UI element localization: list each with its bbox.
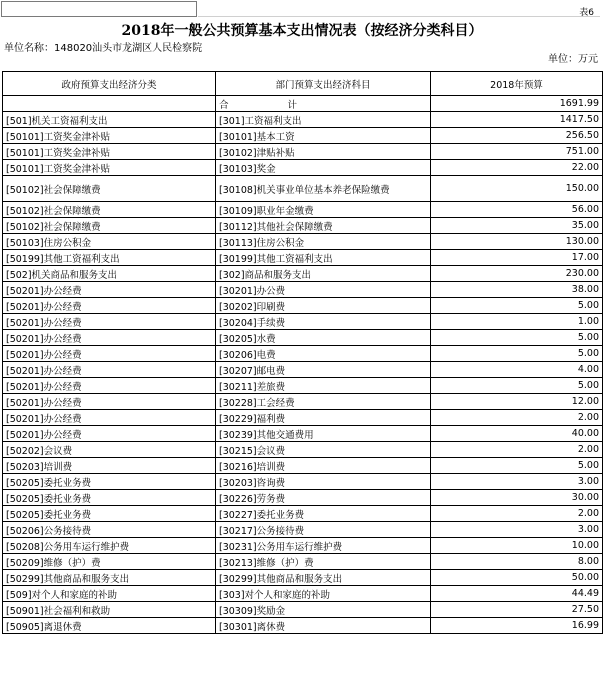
header-gov-category: 政府预算支出经济分类 [3, 72, 216, 96]
budget-amount-cell[interactable]: 4.00 [431, 362, 603, 378]
budget-amount-cell[interactable]: 3.00 [431, 522, 603, 538]
budget-amount-cell[interactable]: 5.00 [431, 330, 603, 346]
dept-subject-cell[interactable]: [30299]其他商品和服务支出 [216, 570, 431, 586]
budget-amount-cell[interactable]: 5.00 [431, 458, 603, 474]
dept-subject-cell[interactable]: [30204]手续费 [216, 314, 431, 330]
gov-category-cell[interactable]: [50205]委托业务费 [3, 506, 216, 522]
dept-subject-cell[interactable]: [30301]离休费 [216, 618, 431, 634]
table-row [3, 330, 603, 346]
dept-subject-cell[interactable]: [30206]电费 [216, 346, 431, 362]
budget-amount-cell[interactable]: 230.00 [431, 266, 603, 282]
table-row [3, 554, 603, 570]
dept-subject-cell[interactable]: [30103]奖金 [216, 160, 431, 176]
gov-category-cell[interactable]: [509]对个人和家庭的补助 [3, 586, 216, 602]
dept-subject-cell[interactable]: [30207]邮电费 [216, 362, 431, 378]
dept-subject-cell[interactable]: [30309]奖励金 [216, 602, 431, 618]
dept-subject-cell[interactable]: [30108]机关事业单位基本养老保险缴费 [216, 176, 431, 202]
table-row [3, 586, 603, 602]
budget-amount-cell[interactable]: 5.00 [431, 378, 603, 394]
table-row [3, 602, 603, 618]
budget-amount-cell[interactable]: 30.00 [431, 490, 603, 506]
budget-table [2, 71, 603, 634]
gov-category-cell[interactable]: [50201]办公经费 [3, 314, 216, 330]
dept-subject-cell[interactable]: [30215]会议费 [216, 442, 431, 458]
gov-category-cell[interactable]: [50201]办公经费 [3, 330, 216, 346]
sheet-tag: 表6 [579, 8, 594, 18]
table-row [3, 202, 603, 218]
budget-amount-cell[interactable]: 130.00 [431, 234, 603, 250]
dept-subject-cell[interactable]: [30239]其他交通费用 [216, 426, 431, 442]
table-row [3, 378, 603, 394]
dept-subject-cell[interactable]: [302]商品和服务支出 [216, 266, 431, 282]
dept-subject-cell[interactable]: [30227]委托业务费 [216, 506, 431, 522]
gov-category-cell[interactable]: [50202]会议费 [3, 442, 216, 458]
table-row [3, 250, 603, 266]
gov-category-cell[interactable]: [50201]办公经费 [3, 282, 216, 298]
table-row [3, 474, 603, 490]
dept-subject-cell[interactable]: [30202]印刷费 [216, 298, 431, 314]
gov-category-cell[interactable]: [50201]办公经费 [3, 378, 216, 394]
gov-category-cell[interactable]: [50102]社会保障缴费 [3, 202, 216, 218]
header-dept-subject: 部门预算支出经济科目 [216, 72, 431, 96]
table-row [3, 298, 603, 314]
dept-subject-cell[interactable]: [30231]公务用车运行维护费 [216, 538, 431, 554]
table-row [3, 112, 603, 128]
dept-subject-cell[interactable]: [301]工资福利支出 [216, 112, 431, 128]
table-row [3, 410, 603, 426]
total-row [3, 96, 603, 112]
header-cell[interactable] [198, 1, 600, 17]
table-row [3, 176, 603, 202]
gov-category-cell[interactable]: [501]机关工资福利支出 [3, 112, 216, 128]
gov-category-cell[interactable]: [50299]其他商品和服务支出 [3, 570, 216, 586]
table-row [3, 346, 603, 362]
budget-amount-cell[interactable]: 5.00 [431, 298, 603, 314]
table-row [3, 314, 603, 330]
gov-category-cell[interactable]: [50901]社会福利和救助 [3, 602, 216, 618]
dept-subject-cell[interactable]: [30229]福利费 [216, 410, 431, 426]
budget-amount-cell[interactable]: 12.00 [431, 394, 603, 410]
table-row [3, 426, 603, 442]
table-row [3, 506, 603, 522]
dept-subject-cell[interactable]: [30216]培训费 [216, 458, 431, 474]
dept-subject-cell[interactable]: [30112]其他社会保障缴费 [216, 218, 431, 234]
dept-subject-cell[interactable]: [30211]差旅费 [216, 378, 431, 394]
total-empty-cell [3, 96, 216, 112]
budget-amount-cell[interactable]: 38.00 [431, 282, 603, 298]
dept-subject-cell[interactable]: [303]对个人和家庭的补助 [216, 586, 431, 602]
dept-subject-cell[interactable]: [30205]水费 [216, 330, 431, 346]
gov-category-cell[interactable]: [50201]办公经费 [3, 298, 216, 314]
gov-category-cell[interactable]: [50205]委托业务费 [3, 474, 216, 490]
table-row [3, 522, 603, 538]
budget-amount-cell[interactable]: 2.00 [431, 442, 603, 458]
gov-category-cell[interactable]: [502]机关商品和服务支出 [3, 266, 216, 282]
budget-amount-cell[interactable]: 35.00 [431, 218, 603, 234]
table-row [3, 618, 603, 634]
budget-amount-cell[interactable]: 2.00 [431, 410, 603, 426]
dept-subject-cell[interactable]: [30101]基本工资 [216, 128, 431, 144]
dept-subject-cell[interactable]: [30228]工会经费 [216, 394, 431, 410]
table-row [3, 128, 603, 144]
name-box[interactable] [1, 1, 197, 17]
gov-category-cell[interactable]: [50208]公务用车运行维护费 [3, 538, 216, 554]
table-row [3, 144, 603, 160]
budget-amount-cell[interactable]: 8.00 [431, 554, 603, 570]
gov-category-cell[interactable]: [50199]其他工资福利支出 [3, 250, 216, 266]
dept-subject-cell[interactable]: [30109]职业年金缴费 [216, 202, 431, 218]
budget-amount-cell[interactable]: 256.50 [431, 128, 603, 144]
budget-amount-cell[interactable]: 17.00 [431, 250, 603, 266]
table-row [3, 490, 603, 506]
table-row [3, 266, 603, 282]
gov-category-cell[interactable]: [50101]工资奖金津补贴 [3, 160, 216, 176]
total-label: 合 计 [216, 96, 431, 112]
budget-amount-cell[interactable]: 50.00 [431, 570, 603, 586]
total-value: 1691.99 [431, 96, 603, 112]
table-row [3, 282, 603, 298]
table-row [3, 362, 603, 378]
dept-subject-cell[interactable]: [30203]咨询费 [216, 474, 431, 490]
budget-amount-cell[interactable]: 2.00 [431, 506, 603, 522]
dept-subject-cell[interactable]: [30213]维修（护）费 [216, 554, 431, 570]
gov-category-cell[interactable]: [50201]办公经费 [3, 362, 216, 378]
gov-category-cell[interactable]: [50209]维修（护）费 [3, 554, 216, 570]
unit-name: 单位名称：148020汕头市龙湖区人民检察院 [4, 43, 203, 54]
dept-subject-cell[interactable]: [30201]办公费 [216, 282, 431, 298]
page-title: 2018年一般公共预算基本支出情况表（按经济分类科目） [121, 23, 483, 39]
table-row [3, 442, 603, 458]
table-row [3, 458, 603, 474]
table-row [3, 160, 603, 176]
budget-amount-cell[interactable]: 56.00 [431, 202, 603, 218]
table-row [3, 394, 603, 410]
gov-category-cell[interactable]: [50205]委托业务费 [3, 490, 216, 506]
budget-amount-cell[interactable]: 3.00 [431, 474, 603, 490]
budget-amount-cell[interactable]: 5.00 [431, 346, 603, 362]
gov-category-cell[interactable]: [50201]办公经费 [3, 410, 216, 426]
gov-category-cell[interactable]: [50203]培训费 [3, 458, 216, 474]
budget-amount-cell[interactable]: 40.00 [431, 426, 603, 442]
budget-amount-cell[interactable]: 1.00 [431, 314, 603, 330]
table-row [3, 234, 603, 250]
budget-amount-cell[interactable]: 22.00 [431, 160, 603, 176]
gov-category-cell[interactable]: [50101]工资奖金津补贴 [3, 128, 216, 144]
gov-category-cell[interactable]: [50201]办公经费 [3, 346, 216, 362]
gov-category-cell[interactable]: [50102]社会保障缴费 [3, 176, 216, 202]
budget-amount-cell[interactable]: 10.00 [431, 538, 603, 554]
table-row [3, 538, 603, 554]
budget-amount-cell[interactable]: 44.49 [431, 586, 603, 602]
dept-subject-cell[interactable]: [30217]公务接待费 [216, 522, 431, 538]
header-budget-2018: 2018年预算 [431, 72, 603, 96]
unit-money: 单位：万元 [548, 54, 598, 65]
header-row [3, 72, 603, 96]
table-row [3, 570, 603, 586]
budget-amount-cell[interactable]: 751.00 [431, 144, 603, 160]
gov-category-cell[interactable]: [50206]公务接待费 [3, 522, 216, 538]
table-row [3, 218, 603, 234]
dept-subject-cell[interactable]: [30199]其他工资福利支出 [216, 250, 431, 266]
dept-subject-cell[interactable]: [30102]津贴补贴 [216, 144, 431, 160]
dept-subject-cell[interactable]: [30113]住房公积金 [216, 234, 431, 250]
gov-category-cell[interactable]: [50201]办公经费 [3, 394, 216, 410]
gov-category-cell[interactable]: [50201]办公经费 [3, 426, 216, 442]
dept-subject-cell[interactable]: [30226]劳务费 [216, 490, 431, 506]
gov-category-cell[interactable]: [50103]住房公积金 [3, 234, 216, 250]
budget-amount-cell[interactable]: 150.00 [431, 176, 603, 202]
gov-category-cell[interactable]: [50102]社会保障缴费 [3, 218, 216, 234]
budget-amount-cell[interactable]: 16.99 [431, 618, 603, 634]
gov-category-cell[interactable]: [50101]工资奖金津补贴 [3, 144, 216, 160]
budget-amount-cell[interactable]: 27.50 [431, 602, 603, 618]
gov-category-cell[interactable]: [50905]离退休费 [3, 618, 216, 634]
budget-amount-cell[interactable]: 1417.50 [431, 112, 603, 128]
